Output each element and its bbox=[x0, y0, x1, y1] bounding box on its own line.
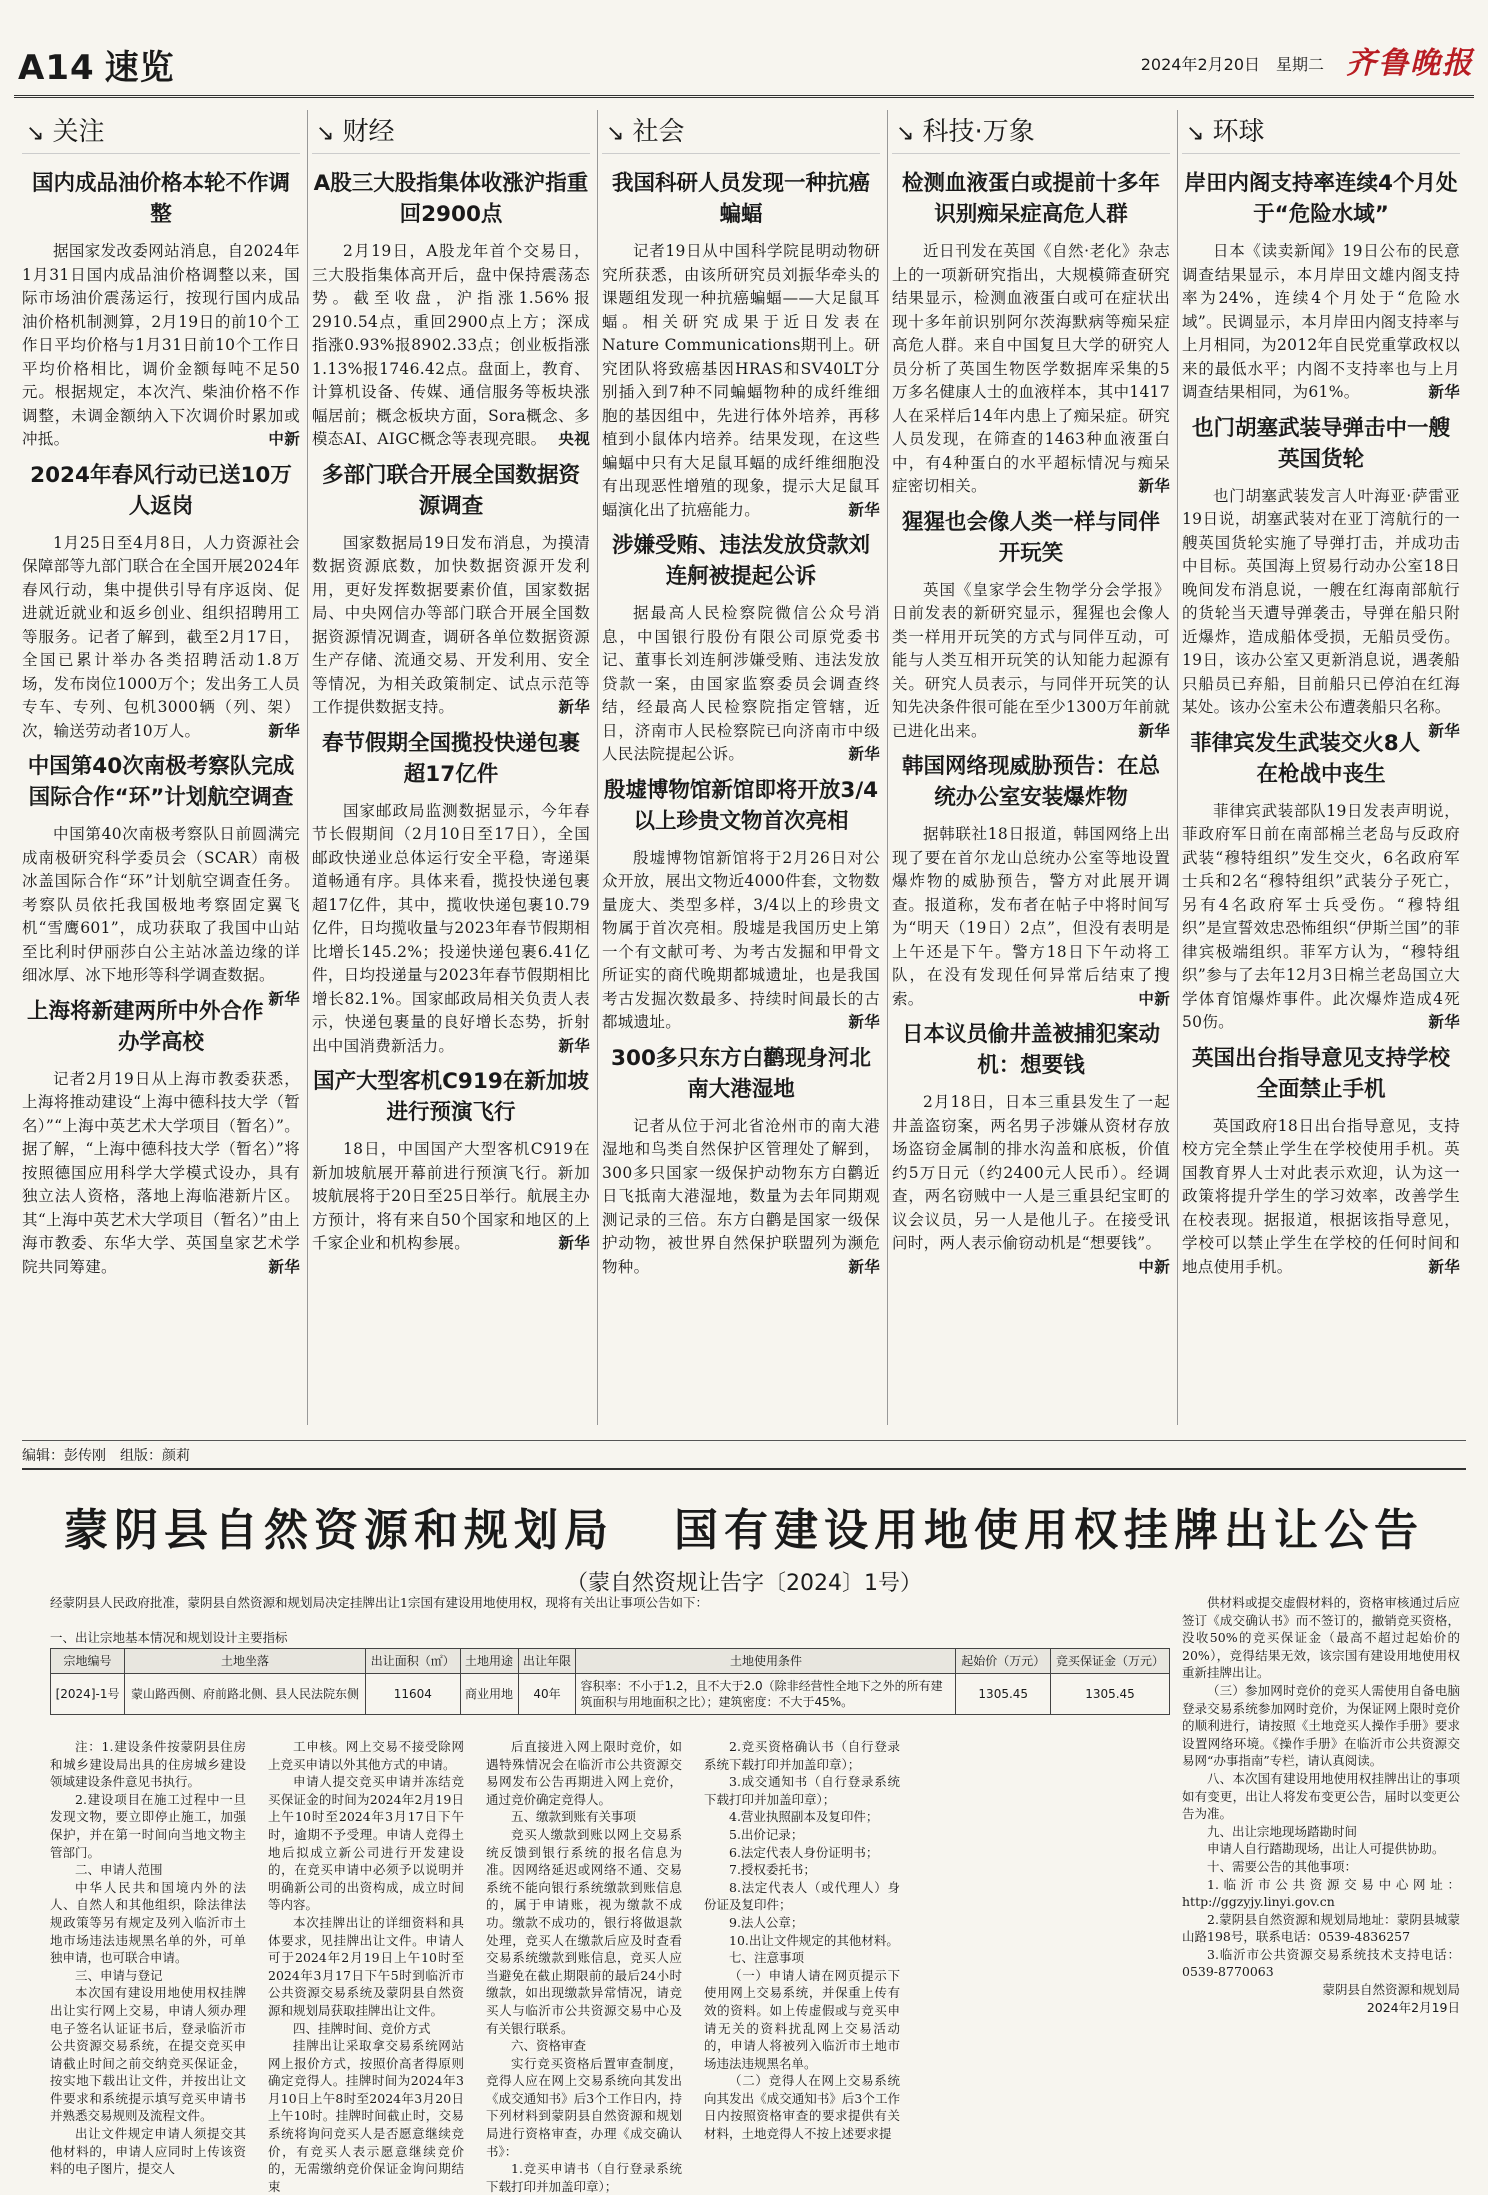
table-cell: 40年 bbox=[518, 1674, 576, 1715]
article-source: 新华 bbox=[558, 1234, 590, 1252]
notice-paragraph: 2.蒙阴县自然资源和规划局地址：蒙阴县城蒙山路198号，联系电话：0539-4836257 bbox=[1182, 1911, 1460, 1945]
news-briefs bbox=[22, 110, 1466, 1435]
notice-paragraph: 9.法人公章； bbox=[729, 1914, 804, 1930]
notice-paragraph: 后直接进入网上限时竞价，如遇特殊情况会在临沂市公共资源交易网发布公告再期进入网上竞价，通过竞价确定竞得人。 bbox=[486, 1739, 682, 1807]
section-label: 社会 bbox=[632, 117, 685, 147]
article-body bbox=[892, 579, 1170, 744]
notice-paragraph: 出让文件规定申请人须提交其他材料的，申请人应同时上传该资料的电子图片，提交人 bbox=[50, 2126, 246, 2177]
article-source: 新华 bbox=[848, 1013, 880, 1031]
article-text: 据最高人民检察院微信公众号消息，中国银行股份有限公司原党委书记、董事长刘连舸涉嫌受贿、违法发放贷款一案，由国家监察委员会调查终结，经最高人民检察院指定管辖，近日，济南市人民检察院已向济南市中级人民法院提起公诉。 bbox=[602, 604, 880, 763]
article-body bbox=[22, 823, 300, 1008]
article-text: 殷墟博物馆新馆将于2月26日对公众开放，展出文物近4000件套，文物数量庞大、类型多样，3/4以上的珍贵文物属于首次亮相。殷墟是我国历史上第一个有文献可考、为考古发掘和甲骨文所证实的商代晚期都城遗址，也是我国考古发掘次数最多、持续时间最长的古都城遗址。 bbox=[602, 848, 880, 1031]
notice-paragraph: 5.出价记录； bbox=[729, 1826, 804, 1842]
article-body bbox=[1182, 240, 1460, 405]
article-body bbox=[892, 240, 1170, 499]
article-source: 新华 bbox=[848, 1257, 880, 1276]
table-cell: [2024]-1号 bbox=[51, 1674, 125, 1715]
article-body bbox=[602, 240, 880, 522]
notice-paragraph: 本次国有建设用地使用权挂牌出让实行网上交易，申请人须办理电子签名认证证书后，登录临沂市公共资源交易系统，在提交竞买申请截止时间之前交纳竞买保证金，按实地下载出让文件，并按出让文件要求和系统提示填写竞买申请书并熟悉交易规则及流程文件。 bbox=[50, 1985, 246, 2124]
notice-paragraph: 工申核。网上交易不接受除网上竞买申请以外其他方式的申请。 bbox=[268, 1739, 464, 1772]
article-headline: 春节假期全国揽投快递包裹超17亿件 bbox=[321, 730, 580, 787]
article-text: 国家数据局19日发布消息，为摸清数据资源底数，加快数据资源开发利用，更好发挥数据要素价值，国家数据局、中央网信办等部门联合开展全国数据资源情况调查，调研各单位数据资源生产存储、流通交易、开发利用、安全等情况，为相关政策制定、试点示范等工作提供数据支持。 bbox=[312, 533, 590, 716]
notice-paragraph: 三、申请与登记 bbox=[75, 1967, 163, 1983]
article-headline: 殷墟博物馆新馆即将开放3/4以上珍贵文物首次亮相 bbox=[603, 777, 879, 834]
article-text: 近日刊发在英国《自然·老化》杂志上的一项新研究指出，大规模筛查研究结果显示，检测血液蛋白或可在症状出现十多年前识别阿尔茨海默病等痴呆症高危人群。来自中国复旦大学的研究人员分析了英国生物医学数据库采集的5万多名健康人士的血液样本，其中1417人在采样后14年内患上了痴呆症。研究人员发现，在筛查的1463种血液蛋白中，有4种蛋白的水平超标情况与痴呆症密切相关。 bbox=[892, 242, 1170, 495]
notice-paragraph: 3.临沂市公共资源交易系统技术支持电话：0539-8770063 bbox=[1182, 1946, 1460, 1980]
notice-column-2 bbox=[268, 1738, 464, 2194]
table-header: 出让面积（㎡） bbox=[366, 1649, 461, 1674]
section-label: 科技·万象 bbox=[922, 117, 1035, 147]
article-text: 2月19日，A股龙年首个交易日，三大股指集体高开后，盘中保持震荡态势。截至收盘，沪指涨1.56%报2910.54点，重回2900点上方；深成指涨0.93%报8902.33点；创业板指涨1.13%报1746.42点。盘面上，教育、计算机设备、传媒、通信服务等板块涨幅居前；概念板块方面，Sora概念、多模态AI、AIGC概念等表现亮眼。 bbox=[312, 242, 590, 448]
table-header: 竞买保证金（万元） bbox=[1051, 1649, 1170, 1674]
article-text: 2月18日，日本三重县发生了一起井盖盗窃案，两名男子涉嫌从资材存放场盗窃金属制的排水沟盖和底板，价值约5万日元（约2400元人民币）。经调查，两名窃贼中一人是三重县纪宝町的议会议员，另一人是他儿子。在接受讯问时，两人表示偷窃动机是“想要钱”。 bbox=[892, 1093, 1170, 1252]
article-headline: 菲律宾发生武装交火8人在枪战中丧生 bbox=[1190, 730, 1421, 787]
notice-paragraph: 竞买人缴款到账以网上交易系统反馈到银行系统的报名信息为准。因网络延迟或网络不通、交易系统不能向银行系统缴款到账信息的，属于申请账，视为缴款不成功。缴款不成功的，银行将做退款处理，竞买人在缴款后应及时查看交易系统缴款到账信息，竞买人应当避免在截止期限前的最后24小时缴款，如出现缴款异常情况，请竞买人与临沂市公共资源交易中心及有关银行联系。 bbox=[486, 1826, 682, 2036]
article-text: 英国政府18日出台指导意见，支持校方完全禁止学生在学校使用手机。英国教育界人士对此表示欢迎，认为这一政策将提升学生的学习效率，改善学生在校表现。据报道，根据该指导意见，学校可以禁止学生在学校的任何时间和地点使用手机。 bbox=[1182, 1116, 1460, 1276]
article-body bbox=[22, 1068, 300, 1280]
article-text: 记者19日从中国科学院昆明动物研究所获悉，由该所研究员刘振华牵头的课题组发现一种抗癌蝙蝠——大足鼠耳蝠。相关研究成果于近日发表在Nature Communications期刊上。研究团队将致癌基因HRAS和SV40LT分别插入到7种不同蝙蝠物种的成纤维细胞的基因组中，先进行体外培养，再移植到小鼠体内培养。结果发现，在这些蝙蝠中只有大足鼠耳蝠的成纤维细胞没有出现恶性增殖的现象，提示大足鼠耳蝠演化出了抗癌能力。 bbox=[602, 242, 880, 519]
article-headline: 也门胡塞武装导弹击中一艘英国货轮 bbox=[1191, 415, 1450, 472]
table-cell: 商业用地 bbox=[460, 1674, 518, 1715]
table-header: 土地使用条件 bbox=[576, 1649, 956, 1674]
parcel-table bbox=[50, 1648, 1170, 1715]
table-header: 土地坐落 bbox=[125, 1649, 366, 1674]
table-header: 起始价（万元） bbox=[956, 1649, 1051, 1674]
article-body bbox=[892, 823, 1170, 1011]
section-column bbox=[1182, 110, 1460, 1435]
article-source: 中新 bbox=[268, 430, 300, 448]
article-source: 中新 bbox=[1138, 989, 1170, 1008]
article-headline: 中国第40次南极考察队完成国际合作“环”计划航空调查 bbox=[27, 754, 295, 810]
article-source: 新华 bbox=[1428, 721, 1460, 740]
notice-title: 蒙阴县自然资源和规划局 国有建设用地使用权挂牌出让公告 bbox=[64, 1505, 1424, 1556]
article-headline: 300多只东方白鹳现身河北南大港湿地 bbox=[611, 1045, 871, 1102]
article-headline: 猩猩也会像人类一样与同伴开玩笑 bbox=[901, 509, 1160, 566]
article-source: 新华 bbox=[1138, 721, 1170, 740]
notice-paragraph: 8.法定代表人（或代理人）身份证及复印件； bbox=[704, 1879, 900, 1913]
table-cell: 11604 bbox=[366, 1674, 461, 1715]
article-headline: 国内成品油价格本轮不作调整 bbox=[31, 171, 290, 227]
notice-paragraph: 中华人民共和国境内外的法人、自然人和其他组织，除法律法规政策等另有规定及列入临沂市土地市场违法违规黑名单的外，可单独申请，也可联合申请。 bbox=[50, 1879, 246, 1966]
notice-paragraph: 本次挂牌出让的详细资料和具体要求，见挂牌出让文件。申请人可于2024年2月19日上午10时至2024年3月17日下午5时到临沂市公共资源交易系统及蒙阴县自然资源和规划局获取挂牌出让文件。 bbox=[268, 1914, 464, 2018]
article-source: 新华 bbox=[558, 1036, 590, 1055]
page-number: A14 速览 bbox=[18, 48, 175, 88]
issue-date: 2024年2月20日 星期二 bbox=[1140, 55, 1324, 74]
article-headline: 多部门联合开展全国数据资源调查 bbox=[321, 462, 580, 519]
notice-paragraph: 十、需要公告的其他事项： bbox=[1207, 1858, 1358, 1874]
notice-paragraph: 申请人提交竞买申请并冻结竞买保证金的时间为2024年2月19日上午10时至2024年3月17日下午时，逾期不予受理。申请人竞得土地后拟成立新公司进行开发建设的，在竞买申请中必须予以说明并明确新公司的出资构成，成立时间等内容。 bbox=[268, 1774, 464, 1913]
signature-org: 蒙阴县自然资源和规划局 bbox=[1322, 1982, 1460, 1998]
article-headline: 上海将新建两所中外合作办学高校 bbox=[26, 998, 264, 1055]
article-source: 中新 bbox=[1138, 1257, 1170, 1276]
article-headline: 英国出台指导意见支持学校全面禁止手机 bbox=[1191, 1045, 1450, 1102]
article-source: 新华 bbox=[558, 698, 590, 716]
notice-paragraph: （三）参加网时竞价的竞买人需使用自备电脑登录交易系统参加网时竞价，为保证网上限时竞价的顺利进行，请按照《土地竞买人操作手册》要求设置网络环境。《操作手册》在临沂市公共资源交易网“办事指南”专栏，请认真阅读。 bbox=[1182, 1682, 1460, 1769]
article-body bbox=[1182, 800, 1460, 1035]
article-headline: 国产大型客机C919在新加坡进行预演飞行 bbox=[313, 1069, 589, 1125]
notice-intro: 经蒙阴县人民政府批准，蒙阴县自然资源和规划局决定挂牌出让1宗国有建设用地使用权，现将有关出让事项公告如下： bbox=[50, 1595, 708, 1610]
arrow-icon: ↘ bbox=[1186, 121, 1205, 146]
notice-column-1 bbox=[50, 1738, 246, 2177]
arrow-icon: ↘ bbox=[896, 121, 915, 146]
article-text: 记者从位于河北省沧州市的南大港湿地和鸟类自然保护区管理处了解到，300多只国家一级保护动物东方白鹳近日飞抵南大港湿地，数量为去年同期观测记录的三倍。东方白鹳是国家一级保护动物，被世界自然保护联盟列为濒危物种。 bbox=[602, 1116, 880, 1276]
article-body bbox=[892, 1091, 1170, 1276]
article-headline: 岸田内阁支持率连续4个月处于“危险水域” bbox=[1184, 171, 1458, 227]
article-text: 18日，中国国产大型客机C919在新加坡航展开幕前进行预演飞行。新加坡航展将于20日至25日举行。航展主办方预计，将有来自50个国家和地区的上千家企业和机构参展。 bbox=[312, 1140, 590, 1252]
article-source: 新华 bbox=[1138, 477, 1170, 495]
section-column bbox=[312, 110, 590, 1435]
article-text: 也门胡塞武装发言人叶海亚·萨雷亚19日说，胡塞武装对在亚丁湾航行的一艘英国货轮实施了导弹打击，并成功击中目标。英国海上贸易行动办公室18日晚间发布消息说，一艘在红海南部航行的货轮当天遭导弹袭击，导弹在船只附近爆炸，造成船体受损，无船员受伤。19日，该办公室又更新消息说，遇袭船只船员已弃船，目前船只已停泊在红海某处。该办公室未公布遭袭船只名称。 bbox=[1182, 486, 1460, 716]
article-body bbox=[22, 532, 300, 744]
table-header: 宗地编号 bbox=[51, 1649, 125, 1674]
notice-paragraph: 3.成交通知书（自行登录系统下载打印并加盖印章）； bbox=[704, 1774, 900, 1807]
arrow-icon: ↘ bbox=[26, 121, 45, 146]
notice-paragraph: 八、本次国有建设用地使用权挂牌出让的事项如有变更，出让人将发布变更公告，届时以变更公告为准。 bbox=[1182, 1770, 1460, 1822]
notice-paragraph: 2.竞买资格确认书（自行登录系统下载打印并加盖印章）； bbox=[704, 1739, 900, 1772]
section-header bbox=[312, 110, 590, 154]
land-auction-notice bbox=[22, 1468, 1466, 2194]
section-label: 财经 bbox=[342, 117, 395, 147]
table-cell: 1305.45 bbox=[956, 1674, 1051, 1715]
section-header bbox=[892, 110, 1170, 154]
article-text: 记者2月19日从上海市教委获悉，上海将推动建设“上海中德科技大学（暂名）”“上海中英艺术大学项目（暂名）”。据了解，“上海中德科技大学（暂名）”将按照德国应用科学大学模式设办，具有独立法人资格，落地上海临港新片区。其“上海中英艺术大学项目（暂名）”由上海市教委、东华大学、英国皇家艺术学院共同筹建。 bbox=[22, 1069, 300, 1276]
notice-column-right bbox=[1182, 1594, 1460, 2154]
article-text: 中国第40次南极考察队日前圆满完成南极研究科学委员会（SCAR）南极冰盖国际合作“环”计划航空调查任务。考察队员依托我国极地考察固定翼飞机“雪鹰601”，成功获取了我国中山站至比利时伊丽莎白公主站冰盖边缘的详细冰厚、冰下地形等科学调查数据。 bbox=[22, 825, 300, 984]
notice-paragraph: 4.营业执照副本及复印件； bbox=[729, 1809, 879, 1825]
notice-column-3 bbox=[486, 1738, 682, 2194]
notice-paragraph: 1.临沂市公共资源交易中心网址：http://ggzyjy.linyi.gov.cn bbox=[1182, 1876, 1460, 1910]
notice-paragraph: 1.竞买申请书（自行登录系统下载打印并加盖印章）； bbox=[486, 2161, 682, 2194]
article-source: 新华 bbox=[268, 1257, 300, 1276]
notice-paragraph: 七、注意事项 bbox=[729, 1950, 805, 1966]
section-column bbox=[892, 110, 1170, 1435]
article-body bbox=[1182, 485, 1460, 740]
article-source: 新华 bbox=[268, 989, 300, 1008]
article-body bbox=[312, 1138, 590, 1256]
table-cell: 容积率：不小于1.2，且不大于2.0（除非经营性全地下之外的所有建筑面积与用地面积之比）；建筑密度：不大于45%。 bbox=[576, 1674, 956, 1715]
article-source: 央视 bbox=[558, 430, 590, 448]
notice-paragraph: 申请人自行踏勘现场，出让人可提供协助。 bbox=[1207, 1841, 1445, 1857]
article-body bbox=[602, 847, 880, 1035]
article-source: 新华 bbox=[268, 721, 300, 740]
section-column bbox=[22, 110, 300, 1435]
notice-paragraph: 二、申请人范围 bbox=[75, 1862, 163, 1878]
article-source: 新华 bbox=[1428, 1013, 1460, 1031]
article-source: 新华 bbox=[1428, 1257, 1460, 1276]
table-header: 土地用途 bbox=[460, 1649, 518, 1674]
article-source: 新华 bbox=[1428, 383, 1460, 401]
article-headline: 韩国网络现威胁预告：在总统办公室安装爆炸物 bbox=[901, 754, 1160, 810]
section-header bbox=[22, 110, 300, 154]
table-cell: 蒙山路西侧、府前路北侧、县人民法院东侧 bbox=[125, 1674, 366, 1715]
notice-paragraph: 六、资格审查 bbox=[511, 2038, 587, 2054]
article-body bbox=[312, 532, 590, 720]
notice-paragraph: 四、挂牌时间、竞价方式 bbox=[293, 2020, 431, 2036]
article-body bbox=[312, 240, 590, 452]
notice-paragraph: 6.法定代表人身份证明书； bbox=[729, 1844, 879, 1860]
arrow-icon: ↘ bbox=[316, 121, 335, 146]
article-headline: 涉嫌受贿、违法发放贷款刘连舸被提起公诉 bbox=[611, 533, 870, 589]
article-text: 英国《皇家学会生物学分会学报》日前发表的新研究显示，猩猩也会像人类一样用开玩笑的方式与同伴互动，可能与人类互相开玩笑的认知能力起源有关。研究人员表示，与同伴开玩笑的认知先决条件很可能在至少1300万年前就已进化出来。 bbox=[892, 580, 1170, 740]
notice-paragraph: （一）申请人请在网页提示下使用网上交易系统，并保重上传有效的资料。如上传虚假或与竞买申请无关的资料扰乱网上交易活动的，申请人将被列入临沂市土地市场违法违规黑名单。 bbox=[704, 1967, 900, 2071]
newspaper-logo: 齐鲁晚报 bbox=[1346, 46, 1474, 81]
notice-paragraph: 注：1.建设条件按蒙阴县住房和城乡建设局出具的住房城乡建设领域建设条件意见书执行。 bbox=[50, 1739, 246, 1790]
section-column bbox=[602, 110, 880, 1435]
editor-credit: 编辑：彭传刚 组版：颜莉 bbox=[22, 1440, 1466, 1465]
notice-paragraph: 九、出让宗地现场踏勘时间 bbox=[1207, 1823, 1358, 1839]
notice-column-4 bbox=[704, 1738, 900, 2158]
notice-paragraph: 五、缴款到账有关事项 bbox=[511, 1809, 637, 1825]
article-headline: 我国科研人员发现一种抗癌蝙蝠 bbox=[611, 171, 870, 227]
article-headline: 日本议员偷井盖被捕犯案动机：想要钱 bbox=[901, 1022, 1160, 1078]
article-text: 据国家发改委网站消息，自2024年1月31日国内成品油价格调整以来，国际市场油价震荡运行，按现行国内成品油价格机制测算，2月19日的前10个工作日平均价格与1月31日前10个工作日平均价格相比，调价金额每吨不足50元。根据规定，本次汽、柴油价格不作调整，未调金额纳入下次调价时累加或冲抵。 bbox=[22, 242, 300, 448]
signature-date: 2024年2月19日 bbox=[1366, 1999, 1460, 2015]
section-label: 关注 bbox=[52, 117, 105, 147]
table-header: 出让年限 bbox=[518, 1649, 576, 1674]
article-headline: A股三大股指集体收涨沪指重回2900点 bbox=[313, 171, 589, 227]
section-header bbox=[602, 110, 880, 154]
section-header bbox=[1182, 110, 1460, 154]
notice-paragraph: 实行竞买资格后置审查制度，竞得人应在网上交易系统向其发出《成交通知书》后3个工作日内，持下列材料到蒙阴县自然资源和规划局进行资格审查，办理《成交确认书》： bbox=[486, 2055, 682, 2159]
article-text: 1月25日至4月8日，人力资源社会保障部等九部门联合在全国开展2024年春风行动，集中提供引导有序返岗、促进就近就业和返乡创业、组织招聘用工等服务。记者了解到，截至2月17日，全国已累计举办各类招聘活动1.8万场，发布岗位1000万个；发出务工人员专车、专列、包机3000辆（列、架）次，输送劳动者10万人。 bbox=[22, 533, 300, 740]
article-body bbox=[602, 602, 880, 767]
notice-paragraph: 挂牌出让采取拿交易系统网站网上报价方式，按照价高者得原则确定竞得人。挂牌时间为2024年3月10日上午8时至2024年3月20日上午10时。挂牌时间截止时，交易系统将询问竞买人是否愿意继续竞价，有竞买人表示愿意继续竞价的，无需缴纳竞价保证金询问期结束 bbox=[268, 2038, 464, 2194]
arrow-icon: ↘ bbox=[606, 121, 625, 146]
table-cell: 1305.45 bbox=[1051, 1674, 1170, 1715]
notice-paragraph: 7.授权委托书； bbox=[729, 1862, 816, 1878]
page-header bbox=[14, 38, 1474, 98]
article-text: 据韩联社18日报道，韩国网络上出现了要在首尔龙山总统办公室等地设置爆炸物的威胁预告，警方对此展开调查。报道称，发布者在帖子中将时间写为“明天（19日）2点”，但没有表明是上午还是下午。警方18日下午动将工队，在没有发现任何异常后结束了搜索。 bbox=[892, 825, 1170, 1008]
section-label: 环球 bbox=[1212, 117, 1265, 147]
notice-paragraph: 供材料或提交虚假材料的，资格审核通过后应签订《成交确认书》而不签订的，撤销竞买资格，没收50%的竞买保证金（最高不超过起始价的20%），竞得结果无效，该宗国有建设用地使用权重新挂牌出让。 bbox=[1182, 1595, 1460, 1681]
notice-heading: 一、出让宗地基本情况和规划设计主要指标 bbox=[50, 1630, 288, 1645]
article-body bbox=[22, 240, 300, 452]
article-body bbox=[602, 1115, 880, 1280]
article-headline: 2024年春风行动已送10万人返岗 bbox=[30, 462, 292, 519]
article-body bbox=[1182, 1115, 1460, 1280]
article-text: 菲律宾武装部队19日发表声明说，菲政府军日前在南部棉兰老岛与反政府武装“穆特组织”发生交火，6名政府军士兵和2名“穆特组织”武装分子死亡，另有4名政府军士兵受伤。“穆特组织”是宣誓效忠恐怖组织“伊斯兰国”的菲律宾极端组织。菲军方认为，“穆特组织”参与了去年12月3日棉兰老岛国立大学体育馆爆炸事件。此次爆炸造成4死50伤。 bbox=[1182, 801, 1460, 1031]
notice-paragraph: 10.出让文件规定的其他材料。 bbox=[729, 1932, 899, 1948]
article-text: 国家邮政局监测数据显示，今年春节长假期间（2月10日至17日），全国邮政快递业总体运行安全平稳，寄递渠道畅通有序。具体来看，揽投快递包裹超17亿件，其中，揽收快递包裹10.79亿件，日均揽收量与2023年春节假期相比增长145.2%；投递快递包裹6.41亿件，日均投递量与2023年春节假期相比增长82.1%。国家邮政局相关负责人表示，快递包裹量的良好增长态势，折射出中国消费新活力。 bbox=[312, 801, 590, 1055]
article-headline: 检测血液蛋白或提前十多年识别痴呆症高危人群 bbox=[901, 171, 1160, 227]
notice-subtitle: （蒙自然资规让告字〔2024〕1号） bbox=[566, 1571, 922, 1596]
article-body bbox=[312, 800, 590, 1059]
notice-paragraph: 2.建设项目在施工过程中一旦发现文物，要立即停止施工，加强保护，并在第一时间向当地文物主管部门。 bbox=[50, 1791, 246, 1860]
article-text: 日本《读卖新闻》19日公布的民意调查结果显示，本月岸田文雄内阁支持率为24%，连续4个月处于“危险水域”。民调显示，本月岸田内阁支持率与上月相同，为2012年自民党重掌政权以来的最低水平；内阁不支持率也与上月调查结果相同，为61%。 bbox=[1182, 242, 1460, 401]
notice-paragraph: （二）竞得人在网上交易系统向其发出《成交通知书》后3个工作日内按照资格审查的要求提供有关材料，土地竞得人不按上述要求提 bbox=[704, 2073, 900, 2142]
article-source: 新华 bbox=[848, 745, 880, 763]
article-source: 新华 bbox=[848, 500, 880, 519]
